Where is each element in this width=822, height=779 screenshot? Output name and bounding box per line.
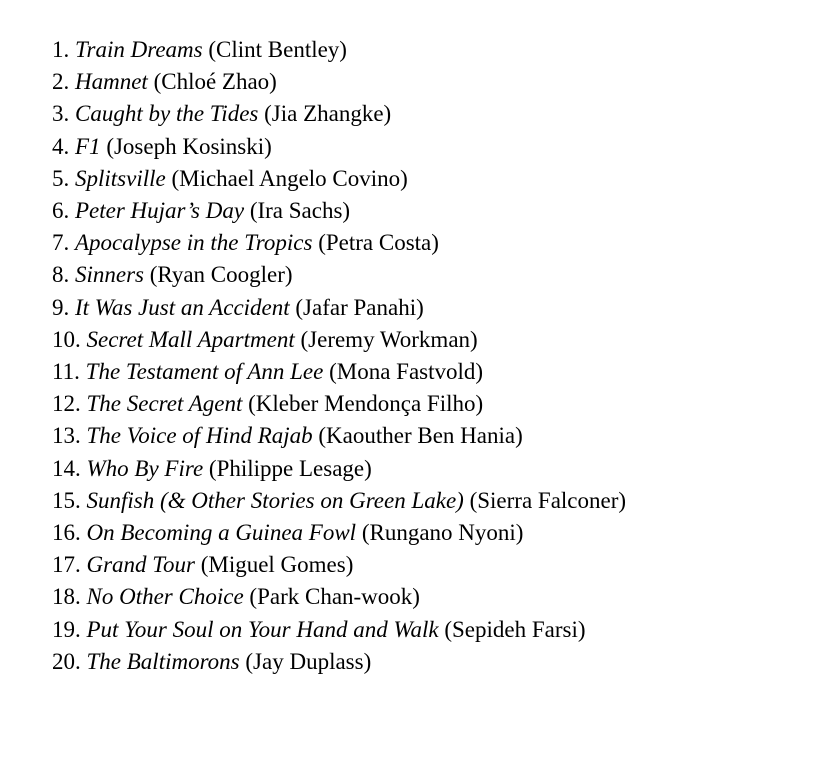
film-title: Sunfish (& Other Stories on Green Lake): [86, 487, 464, 513]
list-item: [52, 163, 626, 195]
director-name: (Ira Sachs): [249, 198, 351, 224]
rank-number: 7.: [52, 230, 70, 256]
list-item: [52, 614, 626, 646]
director-name: (Ryan Coogler): [149, 262, 293, 288]
film-title: No Other Choice: [86, 584, 244, 610]
list-item: [52, 581, 626, 613]
rank-number: 2.: [52, 69, 70, 95]
film-title: Who By Fire: [86, 455, 204, 481]
director-name: (Michael Angelo Covino): [171, 165, 408, 191]
director-name: (Park Chan-wook): [249, 584, 420, 610]
director-name: (Jeremy Workman): [300, 326, 478, 352]
list-item: [52, 131, 626, 163]
film-list: [52, 34, 626, 678]
film-title: Hamnet: [75, 69, 148, 95]
director-name: (Sepideh Farsi): [444, 616, 586, 642]
rank-number: 19.: [52, 616, 81, 642]
list-item: [52, 646, 626, 678]
rank-number: 3.: [52, 101, 70, 127]
film-title: Splitsville: [75, 165, 166, 191]
list-item: [52, 517, 626, 549]
list-item: [52, 453, 626, 485]
list-item: [52, 227, 626, 259]
rank-number: 17.: [52, 552, 81, 578]
list-item: [52, 34, 626, 66]
director-name: (Jia Zhangke): [264, 101, 392, 127]
rank-number: 11.: [52, 359, 80, 385]
director-name: (Sierra Falconer): [469, 487, 627, 513]
list-item: [52, 324, 626, 356]
rank-number: 1.: [52, 37, 70, 62]
film-title: Sinners: [75, 262, 144, 288]
list-item: [52, 485, 626, 517]
director-name: (Jafar Panahi): [295, 294, 424, 320]
list-item: [52, 549, 626, 581]
film-title: Train Dreams: [75, 37, 203, 62]
film-title: It Was Just an Accident: [75, 294, 290, 320]
rank-number: 20.: [52, 648, 81, 674]
rank-number: 16.: [52, 520, 81, 546]
rank-number: 14.: [52, 455, 81, 481]
rank-number: 12.: [52, 391, 81, 417]
film-title: On Becoming a Guinea Fowl: [86, 520, 357, 546]
film-title: Peter Hujar’s Day: [75, 198, 245, 224]
film-title: The Baltimorons: [86, 648, 240, 674]
rank-number: 10.: [52, 326, 81, 352]
film-title: The Secret Agent: [86, 391, 243, 417]
director-name: (Philippe Lesage): [208, 455, 372, 481]
film-title: Put Your Soul on Your Hand and Walk: [86, 616, 439, 642]
director-name: (Mona Fastvold): [329, 359, 484, 385]
rank-number: 15.: [52, 487, 81, 513]
rank-number: 5.: [52, 165, 70, 191]
director-name: (Kleber Mendonça Filho): [248, 391, 484, 417]
rank-number: 6.: [52, 198, 70, 224]
film-title: Grand Tour: [86, 552, 195, 578]
film-title: Apocalypse in the Tropics: [75, 230, 313, 256]
film-title: F1: [75, 133, 101, 159]
rank-number: 18.: [52, 584, 81, 610]
list-item: [52, 195, 626, 227]
film-title: Caught by the Tides: [75, 101, 259, 127]
list-item: [52, 98, 626, 130]
film-title: The Voice of Hind Rajab: [86, 423, 313, 449]
rank-number: 8.: [52, 262, 70, 288]
director-name: (Miguel Gomes): [200, 552, 354, 578]
director-name: (Rungano Nyoni): [361, 520, 524, 546]
list-item: [52, 66, 626, 98]
director-name: (Petra Costa): [318, 230, 439, 256]
film-title: The Testament of Ann Lee: [85, 359, 324, 385]
list-item: [52, 420, 626, 452]
director-name: (Jay Duplass): [245, 648, 372, 674]
list-item: [52, 388, 626, 420]
director-name: (Clint Bentley): [208, 37, 347, 62]
rank-number: 4.: [52, 133, 70, 159]
rank-number: 9.: [52, 294, 70, 320]
director-name: (Joseph Kosinski): [106, 133, 272, 159]
list-item: [52, 356, 626, 388]
film-title: Secret Mall Apartment: [86, 326, 295, 352]
list-item: [52, 259, 626, 291]
director-name: (Kaouther Ben Hania): [318, 423, 523, 449]
list-item: [52, 292, 626, 324]
rank-number: 13.: [52, 423, 81, 449]
director-name: (Chloé Zhao): [153, 69, 277, 95]
